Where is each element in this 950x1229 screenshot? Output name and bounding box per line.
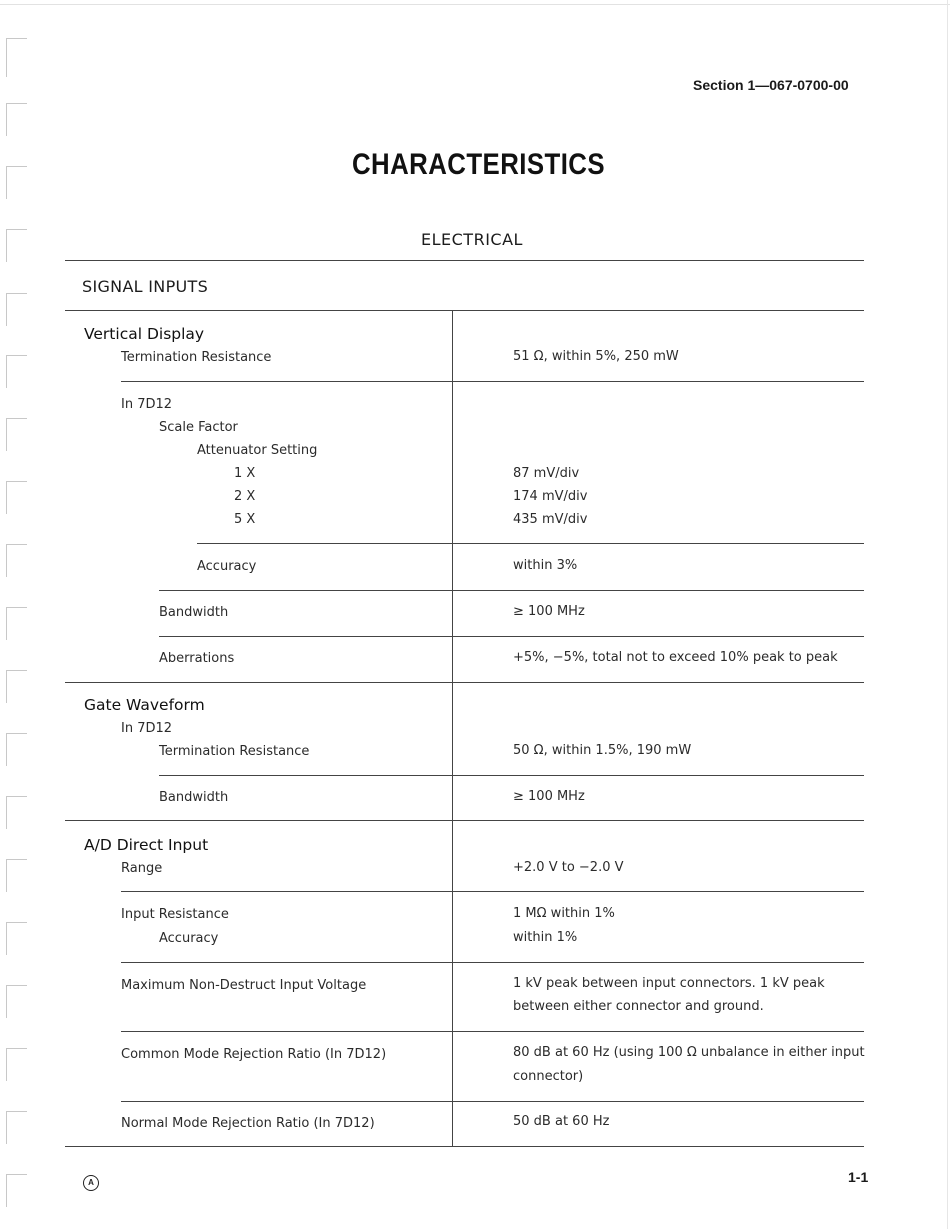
spec-label: Input Resistance xyxy=(121,907,229,922)
spec-label: Bandwidth xyxy=(159,790,229,805)
spec-value: 50 dB at 60 Hz xyxy=(513,1114,610,1129)
spec-label: Scale Factor xyxy=(159,420,238,435)
section-label: SIGNAL INPUTS xyxy=(82,277,209,296)
spec-value: connector) xyxy=(513,1069,584,1084)
spec-label: Termination Resistance xyxy=(121,350,272,365)
spec-value: 80 dB at 60 Hz (using 100 Ω unbalance in either input xyxy=(513,1045,865,1060)
binder-mark xyxy=(6,293,27,326)
binder-mark xyxy=(6,103,27,136)
spec-label: Termination Resistance xyxy=(159,744,310,759)
group-heading-gate-waveform: Gate Waveform xyxy=(84,696,205,714)
binder-mark xyxy=(6,481,27,514)
spec-value: 87 mV/div xyxy=(513,466,580,481)
rule xyxy=(197,543,864,544)
page-number: 1-1 xyxy=(848,1169,869,1185)
spec-label: In 7D12 xyxy=(121,397,173,412)
rule xyxy=(159,590,864,591)
spec-label: Attenuator Setting xyxy=(197,443,318,458)
spec-value: within 3% xyxy=(513,558,578,573)
spec-value: 51 Ω, within 5%, 250 mW xyxy=(513,349,679,364)
binder-mark xyxy=(6,166,27,199)
spec-label: Common Mode Rejection Ratio (In 7D12) xyxy=(121,1047,387,1062)
spec-value: 50 Ω, within 1.5%, 190 mW xyxy=(513,743,692,758)
section-number: Section 1—067-0700-00 xyxy=(693,77,849,93)
rule xyxy=(65,682,864,683)
group-heading-ad-direct-input: A/D Direct Input xyxy=(84,836,209,854)
binder-mark xyxy=(6,733,27,766)
binder-mark xyxy=(6,229,27,262)
spec-label: Accuracy xyxy=(159,931,219,946)
spec-value: 174 mV/div xyxy=(513,489,588,504)
rule xyxy=(121,891,864,892)
binder-mark xyxy=(6,922,27,955)
spec-label: 1 X xyxy=(234,466,256,481)
spec-value: ≥ 100 MHz xyxy=(513,604,585,619)
binder-mark xyxy=(6,985,27,1018)
spec-label: 2 X xyxy=(234,489,256,504)
page-title: CHARACTERISTICS xyxy=(352,148,605,181)
rule xyxy=(65,820,864,821)
spec-label: 5 X xyxy=(234,512,256,527)
rule xyxy=(159,775,864,776)
rule xyxy=(159,636,864,637)
spec-value: between either connector and ground. xyxy=(513,999,764,1014)
rule xyxy=(65,1146,864,1147)
rule xyxy=(121,381,864,382)
binder-mark xyxy=(6,1174,27,1207)
spec-label: In 7D12 xyxy=(121,721,173,736)
spec-label: Aberrations xyxy=(159,651,235,666)
spec-value: 1 kV peak between input connectors. 1 kV peak xyxy=(513,976,825,991)
group-heading-vertical-display: Vertical Display xyxy=(84,325,205,343)
binder-mark xyxy=(6,355,27,388)
column-divider xyxy=(452,310,453,1146)
binder-mark xyxy=(6,38,27,77)
binder-mark xyxy=(6,607,27,640)
spec-value: 1 MΩ within 1% xyxy=(513,906,615,921)
rule xyxy=(121,1101,864,1102)
spec-label: Maximum Non-Destruct Input Voltage xyxy=(121,978,367,993)
binder-mark xyxy=(6,544,27,577)
page-subtitle: ELECTRICAL xyxy=(421,230,523,249)
rule xyxy=(121,1031,864,1032)
spec-label: Normal Mode Rejection Ratio (In 7D12) xyxy=(121,1116,375,1131)
spec-value: ≥ 100 MHz xyxy=(513,789,585,804)
page-top-edge xyxy=(0,4,950,5)
binder-mark xyxy=(6,1048,27,1081)
rule xyxy=(65,260,864,261)
binder-mark xyxy=(6,796,27,829)
page-right-edge xyxy=(947,0,948,1229)
spec-label: Range xyxy=(121,861,163,876)
rule xyxy=(65,310,864,311)
binder-mark xyxy=(6,670,27,703)
spec-value: +2.0 V to −2.0 V xyxy=(513,860,624,875)
binder-mark xyxy=(6,859,27,892)
spec-value: +5%, −5%, total not to exceed 10% peak to peak xyxy=(513,650,838,665)
spec-value: 435 mV/div xyxy=(513,512,588,527)
rule xyxy=(121,962,864,963)
binder-mark xyxy=(6,1111,27,1144)
binder-mark xyxy=(6,418,27,451)
spec-value: within 1% xyxy=(513,930,578,945)
circled-a-mark: A xyxy=(83,1175,99,1191)
spec-label: Accuracy xyxy=(197,559,257,574)
spec-label: Bandwidth xyxy=(159,605,229,620)
